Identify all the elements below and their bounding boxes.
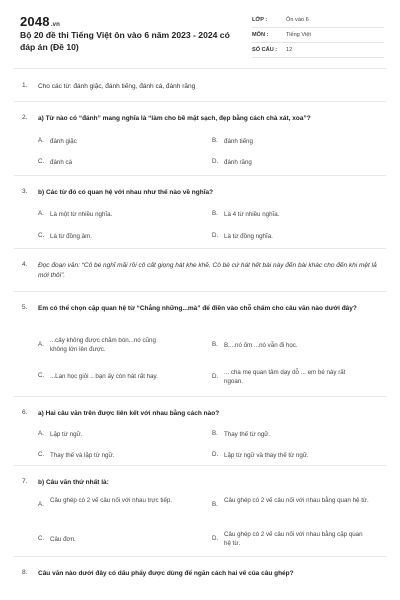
document-meta xyxy=(252,14,384,59)
document-title: Bộ 20 đề thi Tiếng Việt ôn vào 6 năm 2023 - 2024 có đáp án (Đề 10) xyxy=(20,30,230,52)
question-7: 7. b) Câu văn thứ nhất là: A. Câu ghép có 2 vế câu nối với nhau trực tiếp. B. Câu ghép có 2 vế câu nối với nhau bằng quan hệ từ. C. Câu đơn. D. Câu ghép có 2 vế câu nối với nhau bằng cặp quan hệ từ. xyxy=(0,466,400,556)
option-d[interactable]: D. ... cha mẹ quan tâm dạy dỗ ... em bé này rất ngoan. xyxy=(212,369,346,385)
meta-class: LỚP : Ôn vào 6 xyxy=(252,14,384,28)
option-a[interactable]: A. Câu ghép có 2 vế câu nối với nhau trực tiếp. xyxy=(38,497,173,508)
question-number: 3. xyxy=(22,188,28,195)
question-5: 5. Em có thể chọn cặp quan hệ từ “Chẳng những...mà” để điền vào chỗ chấm cho câu văn nào dưới đây? A. ...cây không được chăm bón...nó cũng không lớn lên được. B. B....nó ốm ...nó vẫn đi học. C. ...Lan học giỏi .. bạn ấy còn hát rất hay. D. ... cha mẹ quan tâm dạy dỗ ... em bé này rất ngoan. xyxy=(0,292,400,396)
question-number: 8. xyxy=(22,569,28,576)
question-text: a) Từ nào có “đánh” mang nghĩa là “làm cho bề mặt sạch, đẹp bằng cách chà xát, xoa”? xyxy=(38,115,311,122)
option-d[interactable]: D. Câu ghép có 2 vế câu nối với nhau bằng cặp quan hệ từ. xyxy=(212,531,363,547)
meta-question-count: SỐ CÂU : 12 xyxy=(252,44,384,58)
page-header xyxy=(0,0,400,68)
question-number: 4. xyxy=(22,261,28,268)
question-number: 6. xyxy=(22,409,28,416)
question-1 xyxy=(0,69,400,101)
question-number: 7. xyxy=(22,478,28,485)
question-text: Đọc đoạn văn: “Cô bé nghĩ mãi rồi cô cất giọng hát khe khẽ. Cô bé cứ hát hết bài này đến bài khác cho đến khi mệt lả mới thôi”. xyxy=(38,262,377,279)
question-text: a) Hai câu văn trên được liên kết với nhau bằng cách nào? xyxy=(38,410,220,417)
question-text: Câu văn nào dưới đây có dấu phẩy được dùng để ngăn cách hai vế của câu ghép? xyxy=(38,570,294,577)
question-number: 5. xyxy=(22,304,28,311)
question-4 xyxy=(0,249,400,291)
question-number: 1. xyxy=(22,82,28,89)
site-logo[interactable]: 2048.vn xyxy=(20,14,61,29)
question-3: 3. b) Các từ đó có quan hệ với nhau như thế nào về nghĩa? A. Là một từ nhiều nghĩa. B. Là 4 từ nhiều nghĩa. C. Là từ đồng âm. D. Là từ đồng nghĩa. xyxy=(22,188,280,240)
question-8 xyxy=(0,557,400,587)
question-6: 6. a) Hai câu văn trên được liên kết với nhau bằng cách nào? A. Lặp từ ngữ. B. Thay thế từ ngữ. C. Thay thế và lặp từ ngữ. D. Lặp từ ngữ và thay thế từ ngữ. xyxy=(22,409,309,459)
question-2: 2. a) Từ nào có “đánh” mang nghĩa là “làm cho bề mặt sạch, đẹp bằng cách chà xát, xoa”? A. đánh giặc B. đánh tiếng C. đánh cá D. đánh răng xyxy=(0,102,400,175)
question-number: 2. xyxy=(22,114,28,121)
meta-subject: MÔN : Tiếng Việt xyxy=(252,29,384,43)
option-a[interactable]: A. ...cây không được chăm bón...nó cũng không lớn lên được. xyxy=(38,337,156,353)
question-text: b) Câu văn thứ nhất là: xyxy=(38,479,109,486)
option-b[interactable]: B. Câu ghép có 2 vế câu nối với nhau bằng quan hệ từ. xyxy=(212,497,369,508)
question-text: Cho các từ: đánh giặc, đánh tiếng, đánh cá, đánh răng xyxy=(38,83,196,90)
question-text: Em có thể chọn cặp quan hệ từ “Chẳng những...mà” để điền vào chỗ chấm cho câu văn nào dưới đây? xyxy=(38,305,357,312)
question-list xyxy=(0,68,400,587)
question-text: b) Các từ đó có quan hệ với nhau như thế nào về nghĩa? xyxy=(38,189,214,196)
